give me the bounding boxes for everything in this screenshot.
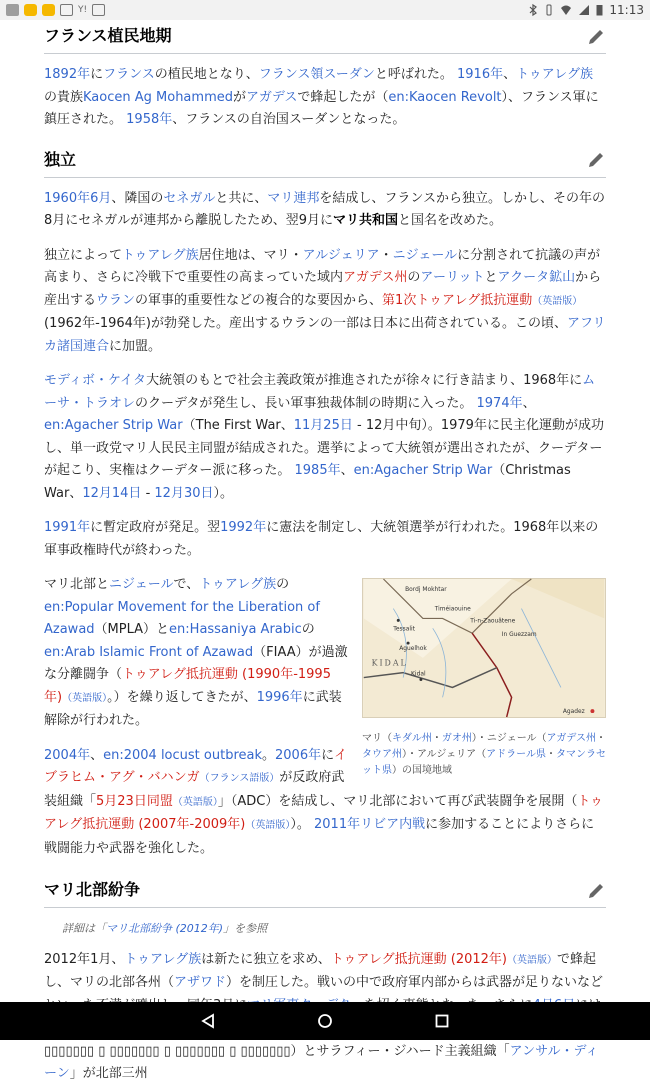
link[interactable]: アンサル・ディーン xyxy=(44,1043,599,1081)
link[interactable]: 5月23日同盟 xyxy=(96,793,173,809)
bluetooth-icon xyxy=(528,4,538,16)
border-region-map[interactable] xyxy=(362,578,606,718)
link[interactable]: 1992年 xyxy=(220,520,267,535)
link[interactable]: フランス領スーダン xyxy=(258,67,375,82)
link[interactable]: アガデス州 xyxy=(343,270,408,285)
english-version-link[interactable]: （英語版） xyxy=(507,954,558,966)
status-bar xyxy=(0,0,650,20)
link[interactable]: タマンラセット県 xyxy=(362,748,606,776)
map-label: Ti-n-Zaouâtene xyxy=(470,618,516,625)
link[interactable]: トゥアレグ族 xyxy=(124,951,202,967)
text: （FIAA）が過激な分離闘争（ xyxy=(44,644,348,682)
back-button[interactable] xyxy=(198,1011,218,1031)
text: 」（ADC）を結成し、マリ北部において再び武装闘争を展開（ xyxy=(217,793,578,809)
link[interactable]: en:Arab Islamic Front of Azawad xyxy=(44,644,254,660)
text: 詳細は「 xyxy=(62,922,106,935)
link[interactable]: en:Kaocen Revolt xyxy=(388,89,502,105)
recents-button[interactable] xyxy=(432,1011,452,1031)
app-notification-icon-2 xyxy=(42,4,55,16)
text: 居住地は、マリ・ xyxy=(198,247,303,263)
link[interactable]: アザワド xyxy=(174,975,227,990)
vibrate-icon xyxy=(544,4,554,16)
text: ）、フランス軍に鎮圧された。 xyxy=(44,89,599,127)
text: に xyxy=(90,67,104,82)
link[interactable]: ニジェール xyxy=(109,577,174,592)
link[interactable]: 11月25日 xyxy=(293,418,353,433)
text: 大統領のもとで社会主義政策が推進されたが徐々に行き詰まり、1968年に xyxy=(146,373,583,388)
map-label: Bordj Mokhtar xyxy=(405,586,447,593)
text: を結成し、フランスから独立。しかし、その年の8月にセネガルが連邦から離脱したため、翌9月に xyxy=(44,190,606,228)
text: に暫定政府が発足。翌 xyxy=(90,520,221,535)
link[interactable]: マリ北部紛争 (2012年) xyxy=(106,922,224,935)
text: の xyxy=(276,577,290,592)
map-label: Aguelhok xyxy=(399,645,427,652)
text: マリ北部と xyxy=(44,577,110,592)
paragraph xyxy=(44,370,606,505)
text: 、 xyxy=(340,463,354,478)
yahoo-icon: Y! xyxy=(78,5,88,15)
text: マリ（ xyxy=(362,732,392,744)
link[interactable]: 1974年 xyxy=(476,395,523,411)
edit-pencil-icon[interactable] xyxy=(586,150,606,170)
text: 」を参照 xyxy=(223,922,268,935)
link[interactable]: 2004年 xyxy=(44,747,91,763)
link[interactable]: トゥアレグ抵抗運動 (2007年-2009年) xyxy=(44,793,604,832)
text: が xyxy=(232,89,246,105)
contact-icon xyxy=(92,4,105,16)
section-header-conflict xyxy=(44,874,606,908)
link[interactable]: トゥアレグ族 xyxy=(199,577,277,592)
text: に加盟。 xyxy=(109,338,162,354)
text: - 12月中旬）。1979年に民主化運動が成功し、単一政党マリ人民民主同盟が結成された。選挙によって大統領が選出されたが、クーデターが起こり、実権はクーデター派に移った。 xyxy=(44,418,604,478)
text: に xyxy=(321,747,335,763)
text: ）・アルジェリア（ xyxy=(402,748,487,760)
text: の xyxy=(301,622,315,637)
english-version-link[interactable]: （英語版） xyxy=(532,295,583,307)
link[interactable]: イブラヒム・アグ・バハンガ xyxy=(44,747,348,785)
link[interactable]: ニジェール xyxy=(392,247,458,263)
french-version-link[interactable]: （フランス語版） xyxy=(199,773,280,784)
link[interactable]: 1991年 xyxy=(44,520,91,535)
text: 、 xyxy=(90,747,104,763)
link[interactable]: en:Popular Movement for the Liberation of Azawad xyxy=(44,599,320,637)
section-header-independence xyxy=(44,144,606,178)
link[interactable]: ガオ州 xyxy=(441,732,472,744)
text: （The First War、 xyxy=(182,418,294,433)
link[interactable]: トゥアレグ抵抗運動 (2012年) xyxy=(330,951,508,967)
text: (1962年-1964年)が勃発した。産出するウランの一部は日本に出荷されている。この頃、 xyxy=(44,316,568,331)
bold-text: マリ共和国 xyxy=(333,213,399,228)
link[interactable]: 第1次トゥアレグ抵抗運動 xyxy=(382,292,533,308)
link[interactable]: アーリット xyxy=(420,270,485,285)
article-content xyxy=(0,20,650,1081)
back-triangle-icon xyxy=(200,1013,216,1029)
text: 、 xyxy=(522,395,536,411)
text: ）。 xyxy=(213,485,234,501)
link[interactable]: ムーサ・トラオレ xyxy=(44,373,596,411)
text: （Christmas War、 xyxy=(44,463,571,501)
link[interactable]: 1916年 xyxy=(457,67,504,82)
link[interactable]: Kaocen Ag Mohammed xyxy=(83,89,233,105)
link[interactable]: キダル州 xyxy=(392,732,432,744)
link[interactable]: en:Agacher Strip War xyxy=(353,463,493,478)
text: ・ xyxy=(379,247,393,263)
english-version-link[interactable]: （英語版） xyxy=(62,692,108,704)
link[interactable]: en:Hassaniya Arabic xyxy=(169,622,302,637)
english-version-link[interactable]: （英語版） xyxy=(172,796,218,808)
section-title: 独立 xyxy=(44,149,77,169)
link[interactable]: セネガル xyxy=(163,190,216,206)
navigation-bar xyxy=(0,1002,650,1040)
link[interactable]: トゥアレグ抵抗運動 (1990年-1995年) xyxy=(44,667,331,705)
signal-icon xyxy=(578,4,590,16)
text: で、 xyxy=(173,577,200,592)
link[interactable]: タウア州 xyxy=(362,748,402,760)
link[interactable]: ウラン xyxy=(96,292,136,308)
text: 、フランスの自治国スーダンとなった。 xyxy=(172,112,406,127)
recents-square-icon xyxy=(434,1013,450,1029)
link[interactable]: アガデス xyxy=(246,89,298,105)
english-version-link[interactable]: （英語版） xyxy=(245,820,291,831)
text: に憲法を制定し、大統領選挙が行われた。1968年以来の軍事政権時代が終わった。 xyxy=(44,520,599,558)
home-button[interactable] xyxy=(315,1011,335,1031)
text: ・ xyxy=(545,748,556,760)
link[interactable]: アルジェリア xyxy=(302,247,380,263)
image-notification-icon xyxy=(6,4,19,16)
paragraph xyxy=(44,245,606,359)
hatnote xyxy=(44,918,606,941)
map-label: In Guezzam xyxy=(501,632,537,639)
text: の植民地となり、 xyxy=(154,67,259,82)
link[interactable]: 1996年 xyxy=(256,689,303,705)
link[interactable]: 1985年 xyxy=(294,463,341,478)
edit-pencil-icon[interactable] xyxy=(586,881,606,901)
text: から産出する xyxy=(44,270,602,308)
edit-pencil-icon[interactable] xyxy=(586,27,606,47)
link[interactable]: 1892年 xyxy=(44,67,91,82)
map-section xyxy=(44,574,606,872)
link[interactable]: 1958年 xyxy=(126,112,173,127)
text: と xyxy=(484,270,498,285)
text: ・ xyxy=(596,732,607,744)
text: で蜂起し、マリの北部各州（ xyxy=(44,951,597,990)
text: で蜂起したが（ xyxy=(297,89,389,105)
text: と国名を改めた。 xyxy=(398,213,503,228)
text: 」が北部三州 xyxy=(69,1066,148,1081)
text: の貴族 xyxy=(44,89,84,105)
text: に分割されて抗議の声が高まり、さらに冷戦下で重要性の高まっていた域内 xyxy=(44,247,601,285)
text: ）を制圧した。戦いの中で政府軍内部からは武器が足りないなど xyxy=(226,975,604,990)
text: 、 xyxy=(503,67,517,82)
text: ）の国境地域 xyxy=(392,764,452,776)
text: 。 xyxy=(262,747,276,763)
clock: 11:13 xyxy=(609,3,644,17)
link[interactable]: トゥアレグ族 xyxy=(121,247,199,263)
text: ▯▯▯▯▯▯▯ ▯ ▯▯▯▯▯▯▯ ▯ ▯▯▯▯▯▯▯ ▯ ▯▯▯▯▯▯▯）とサラフィー・ジハード主義組織「 xyxy=(44,1043,510,1059)
map-thumbnail[interactable] xyxy=(362,578,606,779)
text: に武装解除が行われた。 xyxy=(44,689,342,728)
text: の xyxy=(407,270,421,285)
text: 独立によって xyxy=(44,247,122,263)
section-header-colony xyxy=(44,20,606,54)
text: が反政府武装組織「 xyxy=(44,770,345,809)
text: のクーデタが発生し、長い軍事独裁体制の時期に入った。 xyxy=(135,395,473,411)
section-title: マリ北部紛争 xyxy=(44,880,141,900)
text: 。）を繰り返してきたが、 xyxy=(107,689,257,705)
link[interactable]: アドラール県 xyxy=(486,748,546,760)
map-label: Tessalit xyxy=(393,626,415,633)
text: に参加することによりさらに戦闘能力や武器を強化した。 xyxy=(44,817,595,856)
home-circle-icon xyxy=(317,1013,333,1029)
text: （MPLA）と xyxy=(94,622,170,637)
text: 、隣国の xyxy=(111,190,164,206)
section-title: フランス植民地期 xyxy=(44,26,172,46)
map-label: Kidal xyxy=(411,671,426,678)
text: は新たに独立を求め、 xyxy=(201,951,331,967)
paragraph xyxy=(44,64,606,132)
link[interactable]: フランス xyxy=(103,67,155,82)
link[interactable]: マリ連邦 xyxy=(267,190,320,206)
link[interactable]: 1960年6月 xyxy=(44,190,112,206)
text: ）。 xyxy=(290,817,310,832)
paragraph xyxy=(44,517,606,562)
text: ）・ニジェール（ xyxy=(471,732,547,744)
map-label: Timéiaouine xyxy=(434,606,471,613)
text: と共に、 xyxy=(215,190,268,206)
map-label: Agadez xyxy=(562,709,585,716)
link[interactable]: 12月14日 xyxy=(82,485,142,501)
link[interactable]: アフリカ諸国連合 xyxy=(44,316,606,354)
link[interactable]: 2006年 xyxy=(275,747,322,763)
link[interactable]: en:Agacher Strip War xyxy=(44,418,183,433)
map-region-label: KIDAL xyxy=(371,658,408,668)
shield-icon xyxy=(60,4,73,16)
wifi-icon xyxy=(560,4,572,16)
text: と呼ばれた。 xyxy=(374,67,453,82)
text: - xyxy=(141,485,155,501)
battery-icon xyxy=(596,4,603,16)
link[interactable]: アガデス州 xyxy=(546,732,597,744)
link[interactable]: アクータ鉱山 xyxy=(497,270,576,285)
text: の軍事的重要性などの複合的な要因から、 xyxy=(135,292,383,308)
link[interactable]: 2011年リビア内戦 xyxy=(314,817,426,832)
text: 2012年1月、 xyxy=(44,951,125,967)
link[interactable]: en:2004 locust outbreak xyxy=(103,747,262,763)
app-notification-icon xyxy=(24,4,37,16)
link[interactable]: 12月30日 xyxy=(154,485,214,501)
text: ・ xyxy=(431,732,442,744)
paragraph xyxy=(44,188,606,233)
link[interactable]: モディボ・ケイタ xyxy=(44,373,147,388)
map-caption xyxy=(362,731,606,779)
link[interactable]: トゥアレグ族 xyxy=(516,67,594,82)
